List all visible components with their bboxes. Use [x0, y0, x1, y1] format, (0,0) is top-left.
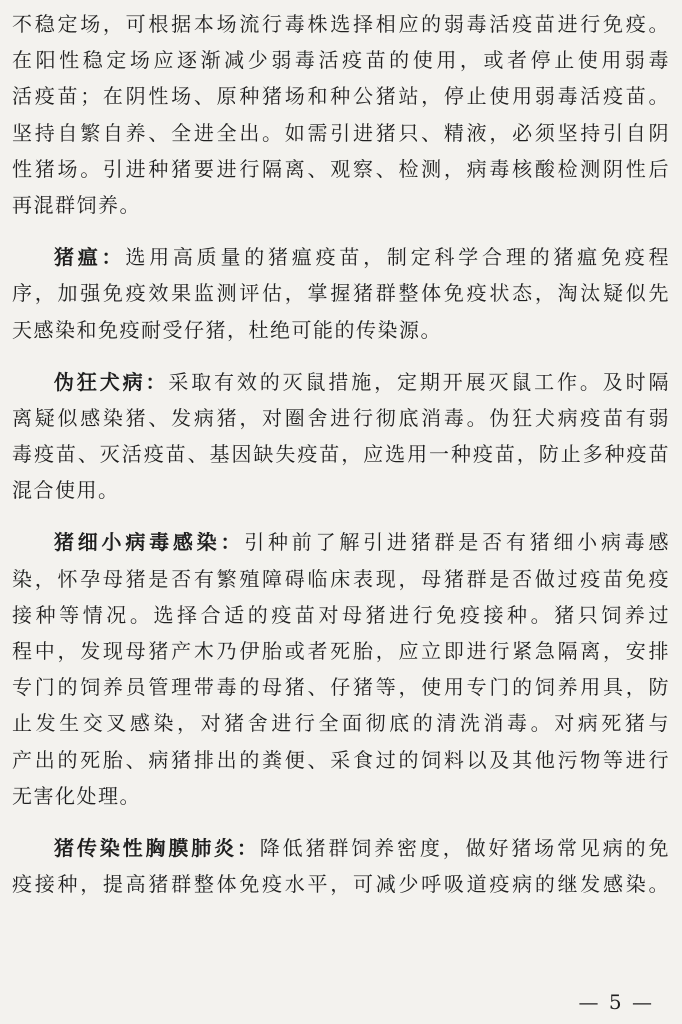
paragraph-line: 接种等情况。选择合适的疫苗对母猪进行免疫接种。猪只饲养过 [12, 602, 670, 627]
paragraph-gap [12, 814, 670, 830]
section-parvovirus-first-line [12, 524, 670, 560]
section-text: 降低猪群饲养密度，做好猪场常见病的免 [259, 835, 670, 860]
paragraph-line: 在阳性稳定场应逐渐减少弱毒活疫苗的使用，或者停止使用弱毒 [12, 48, 670, 73]
paragraph-line: 不稳定场，可根据本场流行毒株选择相应的弱毒活疫苗进行免疫。 [12, 12, 670, 36]
paragraph-gap [12, 348, 670, 364]
section-pseudorabies-first-line [12, 364, 670, 400]
paragraph-line: 毒疫苗、灭活疫苗、基因缺失疫苗，应选用一种疫苗，防止多种疫苗 [12, 442, 670, 467]
paragraph-line: 染，怀孕母猪是否有繁殖障碍临床表现，母猪群是否做过疫苗免疫 [12, 566, 670, 591]
paragraph-gap [12, 508, 670, 524]
paragraph-line: 性猪场。引进种猪要进行隔离、观察、检测，病毒核酸检测阴性后 [12, 156, 670, 181]
section-heading-parvovirus: 猪细小病毒感染： [54, 530, 245, 555]
paragraph-line: 疫接种，提高猪群整体免疫水平，可减少呼吸道疫病的继发感染。 [12, 872, 670, 897]
paragraph-line: 离疑似感染猪、发病猪，对圈舍进行彻底消毒。伪狂犬病疫苗有弱 [12, 405, 670, 430]
paragraph-line: 专门的饲养员管理带毒的母猪、仔猪等，使用专门的饲养用具，防 [12, 675, 670, 700]
section-heading-pleuropneumonia: 猪传染性胸膜肺炎： [54, 835, 260, 860]
paragraph-line: 产出的死胎、病猪排出的粪便、采食过的饲料以及其他污物等进行 [12, 747, 670, 772]
page-number: — 5 — [578, 990, 654, 1014]
paragraph-line: 坚持自繁自养、全进全出。如需引进猪只、精液，必须坚持引自阴 [12, 120, 670, 145]
paragraph-line: 活疫苗；在阴性场、原种猪场和种公猪站，停止使用弱毒活疫苗。 [12, 84, 670, 109]
paragraph-line: 无害化处理。 [12, 783, 141, 808]
paragraph-line: 混合使用。 [12, 478, 120, 503]
paragraph-line: 程中，发现母猪产木乃伊胎或者死胎，应立即进行紧急隔离，安排 [12, 639, 670, 663]
section-text: 采取有效的灭鼠措施，定期开展灭鼠工作。及时隔 [168, 369, 670, 394]
section-pleuropneumonia-first-line [12, 830, 670, 866]
paragraph-line: 天感染和免疫耐受仔猪，杜绝可能的传染源。 [12, 317, 442, 342]
section-heading-pseudorabies: 伪狂犬病： [54, 369, 169, 394]
paragraph-line: 止发生交叉感染，对猪舍进行全面彻底的清洗消毒。对病死猪与 [12, 711, 670, 736]
section-text: 引种前了解引进猪群是否有猪细小病毒感 [244, 530, 670, 555]
paragraph-gap [12, 223, 670, 239]
section-heading-swine-fever: 猪瘟： [54, 245, 126, 270]
section-text: 选用高质量的猪瘟疫苗，制定科学合理的猪瘟免疫程 [125, 245, 670, 270]
paragraph-line: 序，加强免疫效果监测评估，掌握猪群整体免疫状态，淘汰疑似先 [12, 281, 670, 306]
paragraph-line: 再混群饲养。 [12, 192, 141, 217]
section-swine-fever-first-line [12, 239, 670, 275]
